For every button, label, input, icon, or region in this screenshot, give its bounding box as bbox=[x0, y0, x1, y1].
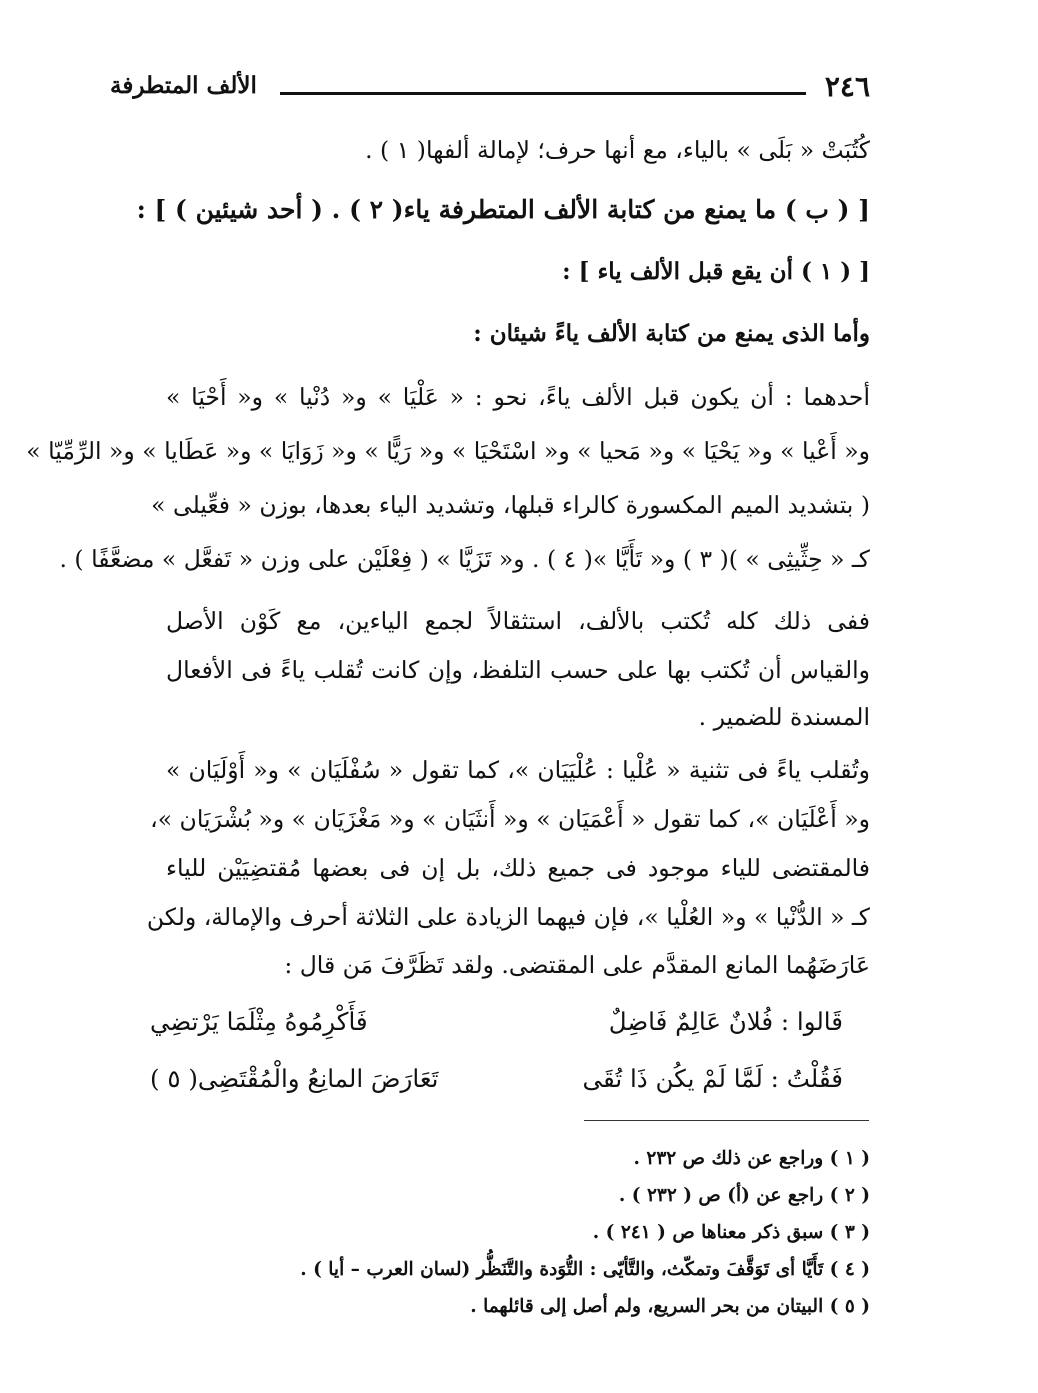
para2-line: المسندة للضمير . bbox=[698, 703, 870, 731]
header-rule bbox=[280, 92, 806, 95]
running-title: الألف المتطرفة bbox=[110, 72, 257, 99]
para2-line: والقياس أن تُكتب بها على حسب التلفظ، وإن كانت تُقلب ياءً فى الأفعال bbox=[166, 656, 870, 684]
footnote: ( ٥ ) البيتان من بحر السريع، ولم أصل إلى قائلهما . bbox=[470, 1296, 870, 1317]
page-number: ٢٤٦ bbox=[824, 70, 870, 103]
para3-line: و« أَعْلَيَان »، كما تقول « أَعْمَيَان » و« أَنثَيَان » و« مَغْزَيَان » و« بُشْرَيَان »، bbox=[150, 805, 870, 833]
footnote-separator bbox=[584, 1120, 869, 1121]
para3-line: فالمقتضى للياء موجود فى جميع ذلك، بل إن فى بعضها مُقتضِيَيْن للياء bbox=[166, 854, 870, 882]
footnote: ( ٣ ) سبق ذكر معناها ص ( ٢٤١ ) . bbox=[592, 1222, 870, 1243]
section-heading: [ ( ب ) ما يمنع من كتابة الألف المتطرفة ياء( ٢ ) . ( أحد شيئين ) ] : bbox=[136, 195, 870, 224]
para1-line: كـ « حِثِّيثِى » )( ٣ ) و« تَأَيَّا »( ٤ ) . و« تَزَيَّا » ( فِعْلَيْن على وزن « تَفعَّل » مضعَّفًا ) . bbox=[59, 545, 870, 573]
sub-heading: [ ( ١ ) أن يقع قبل الألف ياء ] : bbox=[562, 258, 870, 285]
para1-line: و« أَعْيا » و« يَحْيَا » و« مَحيا » و« اسْتَحْيَا » و« رَيًّا » و« زَوَايَا » و« عَطَايا » و« الرِّمِّيّا » bbox=[26, 437, 870, 465]
verse-2-first-hemistich: فَقُلْتُ : لَمَّا لَمْ يكُن ذَا تُقَى bbox=[582, 1064, 843, 1093]
para3-line: عَارَضَهُما المانع المقدَّم على المقتضى. ولقد تَظَرَّفَ مَن قال : bbox=[284, 951, 870, 979]
intro-line: كُتُبَتْ « بَلَى » بالياء، مع أنها حرف؛ لإمالة ألفها( ١ ) . bbox=[365, 136, 870, 164]
verse-2-second-hemistich: تَعَارَضَ المانِعُ والْمُقْتَضِى( ٥ ) bbox=[150, 1064, 439, 1093]
running-header bbox=[110, 66, 870, 106]
footnote: ( ١ ) وراجع عن ذلك ص ٢٣٢ . bbox=[633, 1148, 870, 1169]
verse-1-second-hemistich: فَأَكْرِمُوهُ مِثْلَمَا يَرْتضِي bbox=[150, 1007, 368, 1036]
para2-line: ففى ذلك كله تُكتب بالألف، استثقالاً لجمع الياءين، مع كَوْن الأصل bbox=[166, 607, 870, 635]
para3-line: وتُقلب ياءً فى تثنية « عُلْيا : عُلْيَيَان »، كما تقول « سُفْلَيَان » و« أَوْلَيَان » bbox=[166, 756, 870, 784]
para1-line: أحدهما : أن يكون قبل الألف ياءً، نحو : « عَلْيَا » و« دُنْيا » و« أَحْيَا » bbox=[166, 383, 870, 411]
footnote: ( ٢ ) راجع عن (أ) ص ( ٢٣٢ ) . bbox=[618, 1185, 870, 1206]
verse-1-first-hemistich: قَالوا : فُلانٌ عَالِمٌ فَاضِلٌ bbox=[608, 1007, 843, 1036]
footnote: ( ٤ ) تَأَيَّا أى تَوَقَّفَ وتمكّث، والتَّأيّى : التُّوَدة والتَّنَظُّر (لسان العرب – أيا ) . bbox=[300, 1259, 870, 1280]
lead-heading: وأما الذى يمنع من كتابة الألف ياءً شيئان : bbox=[473, 320, 870, 347]
para1-line: ( بتشديد الميم المكسورة كالراء قبلها، وتشديد الياء بعدها، بوزن « فعِّيلى » bbox=[151, 491, 870, 519]
para3-line: كـ « الدُّنْيا » و« العُلْيا »، فإن فيهما الزيادة على الثلاثة أحرف والإمالة، ولكن bbox=[146, 903, 870, 931]
